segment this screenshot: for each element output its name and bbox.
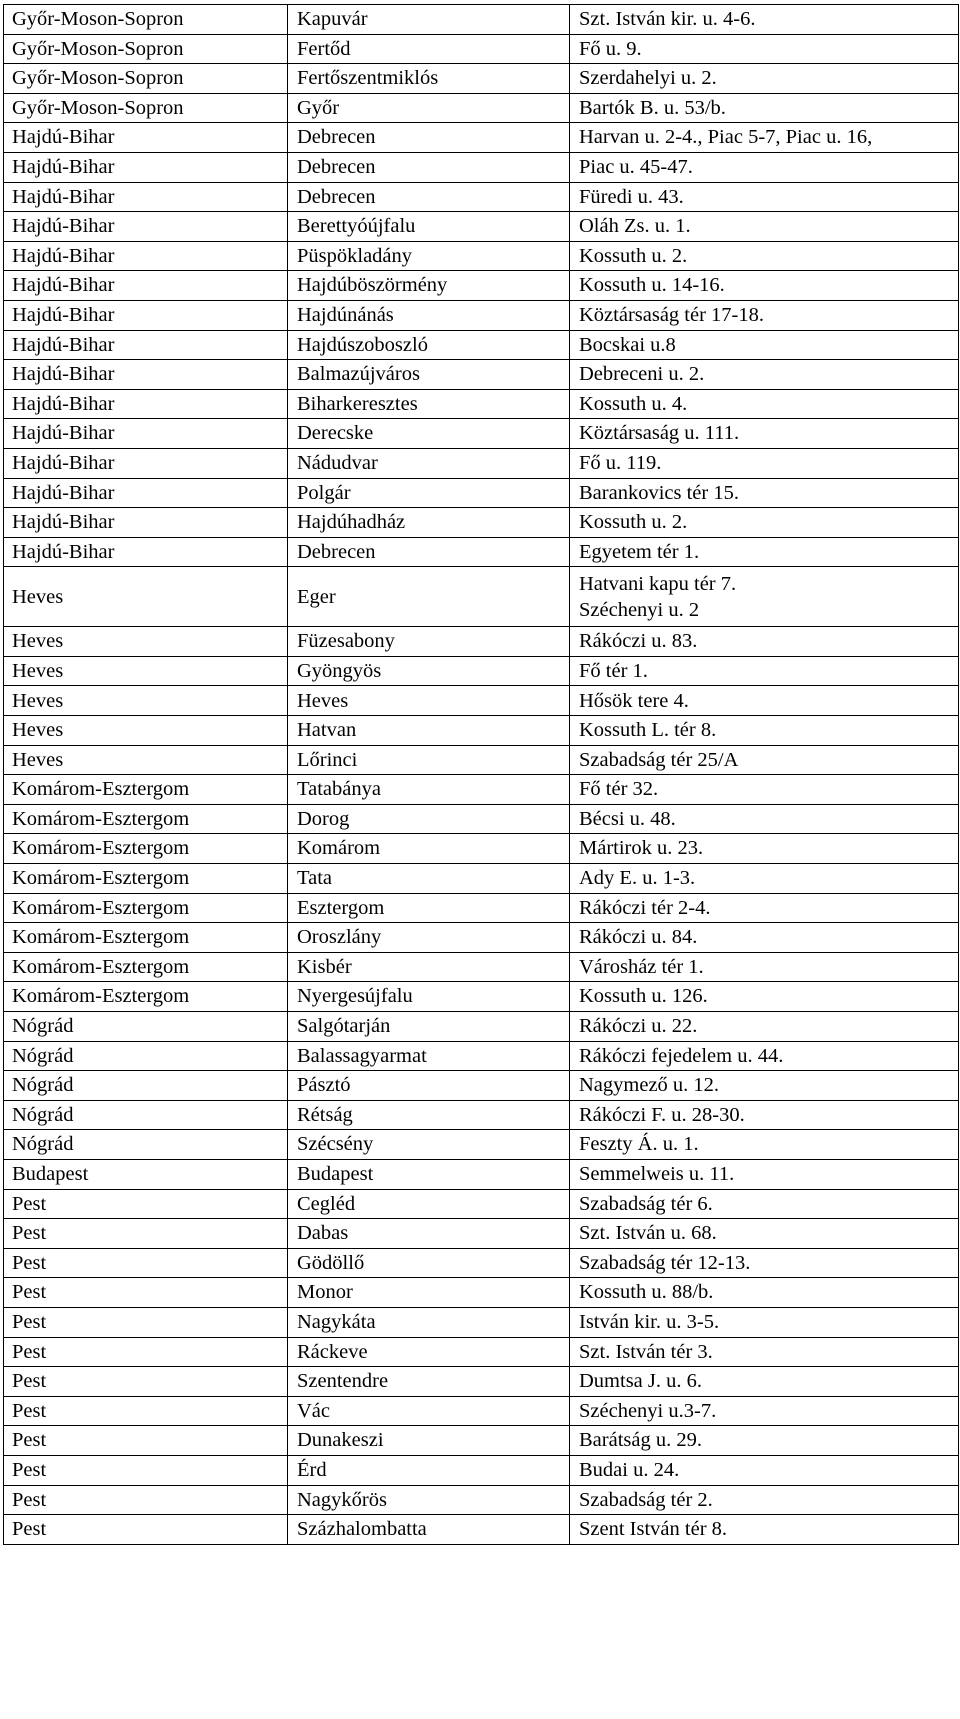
county-cell: Hajdú-Bihar: [4, 212, 288, 242]
table-row: [4, 1071, 959, 1101]
county-cell: Heves: [4, 745, 288, 775]
county-cell: Hajdú-Bihar: [4, 123, 288, 153]
table-row: [4, 1485, 959, 1515]
table-row: [4, 241, 959, 271]
address-cell: Kossuth u. 14-16.: [570, 271, 959, 301]
address-cell: Szent István tér 8.: [570, 1515, 959, 1545]
city-cell: Cegléd: [288, 1189, 570, 1219]
city-cell: Érd: [288, 1455, 570, 1485]
county-cell: Komárom-Esztergom: [4, 923, 288, 953]
table-row: [4, 123, 959, 153]
address-cell: Fő u. 9.: [570, 34, 959, 64]
table-row: [4, 448, 959, 478]
county-cell: Győr-Moson-Sopron: [4, 34, 288, 64]
county-cell: Pest: [4, 1189, 288, 1219]
address-table-body: [4, 5, 959, 1545]
county-cell: Komárom-Esztergom: [4, 982, 288, 1012]
county-cell: Pest: [4, 1307, 288, 1337]
address-cell: Feszty Á. u. 1.: [570, 1130, 959, 1160]
address-cell: Harvan u. 2-4., Piac 5-7, Piac u. 16,: [570, 123, 959, 153]
address-cell: István kir. u. 3-5.: [570, 1307, 959, 1337]
address-cell: Rákóczi F. u. 28-30.: [570, 1100, 959, 1130]
address-cell: Kossuth u. 4.: [570, 389, 959, 419]
address-cell: Barankovics tér 15.: [570, 478, 959, 508]
county-cell: Nógrád: [4, 1130, 288, 1160]
county-cell: Pest: [4, 1455, 288, 1485]
address-cell: Rákóczi fejedelem u. 44.: [570, 1041, 959, 1071]
county-cell: Hajdú-Bihar: [4, 448, 288, 478]
table-row: [4, 716, 959, 746]
table-row: [4, 656, 959, 686]
address-cell: Budai u. 24.: [570, 1455, 959, 1485]
table-row: [4, 537, 959, 567]
table-row: [4, 1159, 959, 1189]
county-cell: Komárom-Esztergom: [4, 893, 288, 923]
table-row: [4, 864, 959, 894]
city-cell: Monor: [288, 1278, 570, 1308]
table-row: [4, 93, 959, 123]
table-row: [4, 330, 959, 360]
table-row: [4, 360, 959, 390]
city-cell: Nagykáta: [288, 1307, 570, 1337]
city-cell: Nyergesújfalu: [288, 982, 570, 1012]
city-cell: Gyöngyös: [288, 656, 570, 686]
table-row: [4, 5, 959, 35]
table-row: [4, 508, 959, 538]
county-cell: Győr-Moson-Sopron: [4, 64, 288, 94]
address-cell: Bocskai u.8: [570, 330, 959, 360]
address-cell: Kossuth u. 2.: [570, 241, 959, 271]
table-row: [4, 1100, 959, 1130]
city-cell: Hajdúszoboszló: [288, 330, 570, 360]
city-cell: Hajdúhadház: [288, 508, 570, 538]
address-cell: Széchenyi u.3-7.: [570, 1396, 959, 1426]
county-cell: Pest: [4, 1367, 288, 1397]
county-cell: Hajdú-Bihar: [4, 330, 288, 360]
city-cell: Nagykőrös: [288, 1485, 570, 1515]
city-cell: Fertőszentmiklós: [288, 64, 570, 94]
table-row: [4, 1396, 959, 1426]
city-cell: Esztergom: [288, 893, 570, 923]
address-cell: Kossuth L. tér 8.: [570, 716, 959, 746]
county-cell: Hajdú-Bihar: [4, 300, 288, 330]
county-cell: Heves: [4, 656, 288, 686]
city-cell: Debrecen: [288, 182, 570, 212]
city-cell: Eger: [288, 567, 570, 627]
address-cell: Nagymező u. 12.: [570, 1071, 959, 1101]
city-cell: Biharkeresztes: [288, 389, 570, 419]
city-cell: Balmazújváros: [288, 360, 570, 390]
address-cell: Füredi u. 43.: [570, 182, 959, 212]
county-cell: Hajdú-Bihar: [4, 508, 288, 538]
county-cell: Komárom-Esztergom: [4, 834, 288, 864]
address-cell: Kossuth u. 2.: [570, 508, 959, 538]
table-row: [4, 686, 959, 716]
county-cell: Heves: [4, 627, 288, 657]
county-cell: Budapest: [4, 1159, 288, 1189]
table-row: [4, 1367, 959, 1397]
address-cell: Köztársaság tér 17-18.: [570, 300, 959, 330]
table-row: [4, 1041, 959, 1071]
county-cell: Pest: [4, 1485, 288, 1515]
table-row: [4, 1012, 959, 1042]
city-cell: Debrecen: [288, 537, 570, 567]
address-cell: Ady E. u. 1-3.: [570, 864, 959, 894]
address-cell: Köztársaság u. 111.: [570, 419, 959, 449]
address-cell: Oláh Zs. u. 1.: [570, 212, 959, 242]
county-cell: Nógrád: [4, 1041, 288, 1071]
address-cell: Bartók B. u. 53/b.: [570, 93, 959, 123]
table-row: [4, 1337, 959, 1367]
city-cell: Fertőd: [288, 34, 570, 64]
table-row: [4, 1455, 959, 1485]
address-cell: Rákóczi u. 22.: [570, 1012, 959, 1042]
table-row: [4, 627, 959, 657]
city-cell: Kisbér: [288, 952, 570, 982]
city-cell: Budapest: [288, 1159, 570, 1189]
city-cell: Hajdúnánás: [288, 300, 570, 330]
address-cell: Városház tér 1.: [570, 952, 959, 982]
county-cell: Nógrád: [4, 1012, 288, 1042]
table-row: [4, 745, 959, 775]
table-row: [4, 1515, 959, 1545]
county-cell: Hajdú-Bihar: [4, 271, 288, 301]
table-row: [4, 952, 959, 982]
city-cell: Dorog: [288, 804, 570, 834]
address-cell: Mártirok u. 23.: [570, 834, 959, 864]
city-cell: Dunakeszi: [288, 1426, 570, 1456]
address-cell: Fő u. 119.: [570, 448, 959, 478]
city-cell: Kapuvár: [288, 5, 570, 35]
table-row: [4, 419, 959, 449]
address-cell: Debreceni u. 2.: [570, 360, 959, 390]
table-row: [4, 1189, 959, 1219]
address-cell: Rákóczi u. 84.: [570, 923, 959, 953]
county-cell: Hajdú-Bihar: [4, 182, 288, 212]
city-cell: Százhalombatta: [288, 1515, 570, 1545]
address-cell: Szabadság tér 25/A: [570, 745, 959, 775]
address-cell: Szabadság tér 6.: [570, 1189, 959, 1219]
county-cell: Nógrád: [4, 1071, 288, 1101]
table-row: [4, 212, 959, 242]
table-row: [4, 923, 959, 953]
table-row: [4, 1130, 959, 1160]
county-cell: Heves: [4, 686, 288, 716]
city-cell: Komárom: [288, 834, 570, 864]
city-cell: Dabas: [288, 1219, 570, 1249]
city-cell: Balassagyarmat: [288, 1041, 570, 1071]
address-cell: Barátság u. 29.: [570, 1426, 959, 1456]
address-cell: Szt. István u. 68.: [570, 1219, 959, 1249]
table-row: [4, 34, 959, 64]
city-cell: Oroszlány: [288, 923, 570, 953]
city-cell: Polgár: [288, 478, 570, 508]
address-line: Széchenyi u. 2: [579, 598, 700, 621]
address-cell: Bécsi u. 48.: [570, 804, 959, 834]
address-cell: Szabadság tér 2.: [570, 1485, 959, 1515]
city-cell: Hatvan: [288, 716, 570, 746]
table-row: [4, 1278, 959, 1308]
table-row: [4, 804, 959, 834]
table-row: [4, 182, 959, 212]
city-cell: Debrecen: [288, 152, 570, 182]
county-cell: Komárom-Esztergom: [4, 775, 288, 805]
county-cell: Nógrád: [4, 1100, 288, 1130]
county-cell: Győr-Moson-Sopron: [4, 93, 288, 123]
address-cell: Piac u. 45-47.: [570, 152, 959, 182]
table-row: [4, 300, 959, 330]
address-cell: [570, 567, 959, 627]
city-cell: Szentendre: [288, 1367, 570, 1397]
address-cell: Kossuth u. 88/b.: [570, 1278, 959, 1308]
table-row: [4, 478, 959, 508]
county-cell: Komárom-Esztergom: [4, 952, 288, 982]
county-cell: Pest: [4, 1219, 288, 1249]
city-cell: Rétság: [288, 1100, 570, 1130]
county-cell: Hajdú-Bihar: [4, 389, 288, 419]
city-cell: Lőrinci: [288, 745, 570, 775]
county-cell: Hajdú-Bihar: [4, 537, 288, 567]
address-cell: Fő tér 32.: [570, 775, 959, 805]
address-cell: Fő tér 1.: [570, 656, 959, 686]
address-cell: Kossuth u. 126.: [570, 982, 959, 1012]
county-cell: Hajdú-Bihar: [4, 241, 288, 271]
county-cell: Hajdú-Bihar: [4, 419, 288, 449]
table-row: [4, 271, 959, 301]
table-row: [4, 64, 959, 94]
table-row: [4, 389, 959, 419]
city-cell: Ráckeve: [288, 1337, 570, 1367]
city-cell: Pásztó: [288, 1071, 570, 1101]
table-row: [4, 834, 959, 864]
city-cell: Gödöllő: [288, 1248, 570, 1278]
address-cell: Szt. István tér 3.: [570, 1337, 959, 1367]
address-cell: Hősök tere 4.: [570, 686, 959, 716]
county-cell: Győr-Moson-Sopron: [4, 5, 288, 35]
county-cell: Komárom-Esztergom: [4, 804, 288, 834]
city-cell: Tata: [288, 864, 570, 894]
address-table: [3, 4, 959, 1545]
table-row: [4, 1426, 959, 1456]
city-cell: Tatabánya: [288, 775, 570, 805]
table-row: [4, 775, 959, 805]
table-row: [4, 893, 959, 923]
county-cell: Pest: [4, 1515, 288, 1545]
table-row: [4, 1248, 959, 1278]
address-line: Hatvani kapu tér 7.: [579, 572, 737, 595]
table-row: [4, 1307, 959, 1337]
city-cell: Berettyóújfalu: [288, 212, 570, 242]
city-cell: Derecske: [288, 419, 570, 449]
city-cell: Heves: [288, 686, 570, 716]
table-row: [4, 152, 959, 182]
address-cell: Rákóczi tér 2-4.: [570, 893, 959, 923]
county-cell: Pest: [4, 1248, 288, 1278]
county-cell: Hajdú-Bihar: [4, 478, 288, 508]
city-cell: Füzesabony: [288, 627, 570, 657]
address-cell: Szabadság tér 12-13.: [570, 1248, 959, 1278]
county-cell: Hajdú-Bihar: [4, 360, 288, 390]
table-row: [4, 1219, 959, 1249]
city-cell: Debrecen: [288, 123, 570, 153]
county-cell: Pest: [4, 1278, 288, 1308]
county-cell: Pest: [4, 1426, 288, 1456]
city-cell: Salgótarján: [288, 1012, 570, 1042]
address-cell: Semmelweis u. 11.: [570, 1159, 959, 1189]
city-cell: Hajdúböszörmény: [288, 271, 570, 301]
county-cell: Heves: [4, 567, 288, 627]
address-cell: Dumtsa J. u. 6.: [570, 1367, 959, 1397]
address-cell: Szerdahelyi u. 2.: [570, 64, 959, 94]
city-cell: Nádudvar: [288, 448, 570, 478]
table-row: [4, 982, 959, 1012]
table-row: [4, 567, 959, 627]
county-cell: Pest: [4, 1396, 288, 1426]
county-cell: Pest: [4, 1337, 288, 1367]
city-cell: Szécsény: [288, 1130, 570, 1160]
address-cell: Egyetem tér 1.: [570, 537, 959, 567]
county-cell: Hajdú-Bihar: [4, 152, 288, 182]
county-cell: Heves: [4, 716, 288, 746]
address-cell: Rákóczi u. 83.: [570, 627, 959, 657]
city-cell: Vác: [288, 1396, 570, 1426]
address-cell: Szt. István kir. u. 4-6.: [570, 5, 959, 35]
city-cell: Győr: [288, 93, 570, 123]
county-cell: Komárom-Esztergom: [4, 864, 288, 894]
city-cell: Püspökladány: [288, 241, 570, 271]
